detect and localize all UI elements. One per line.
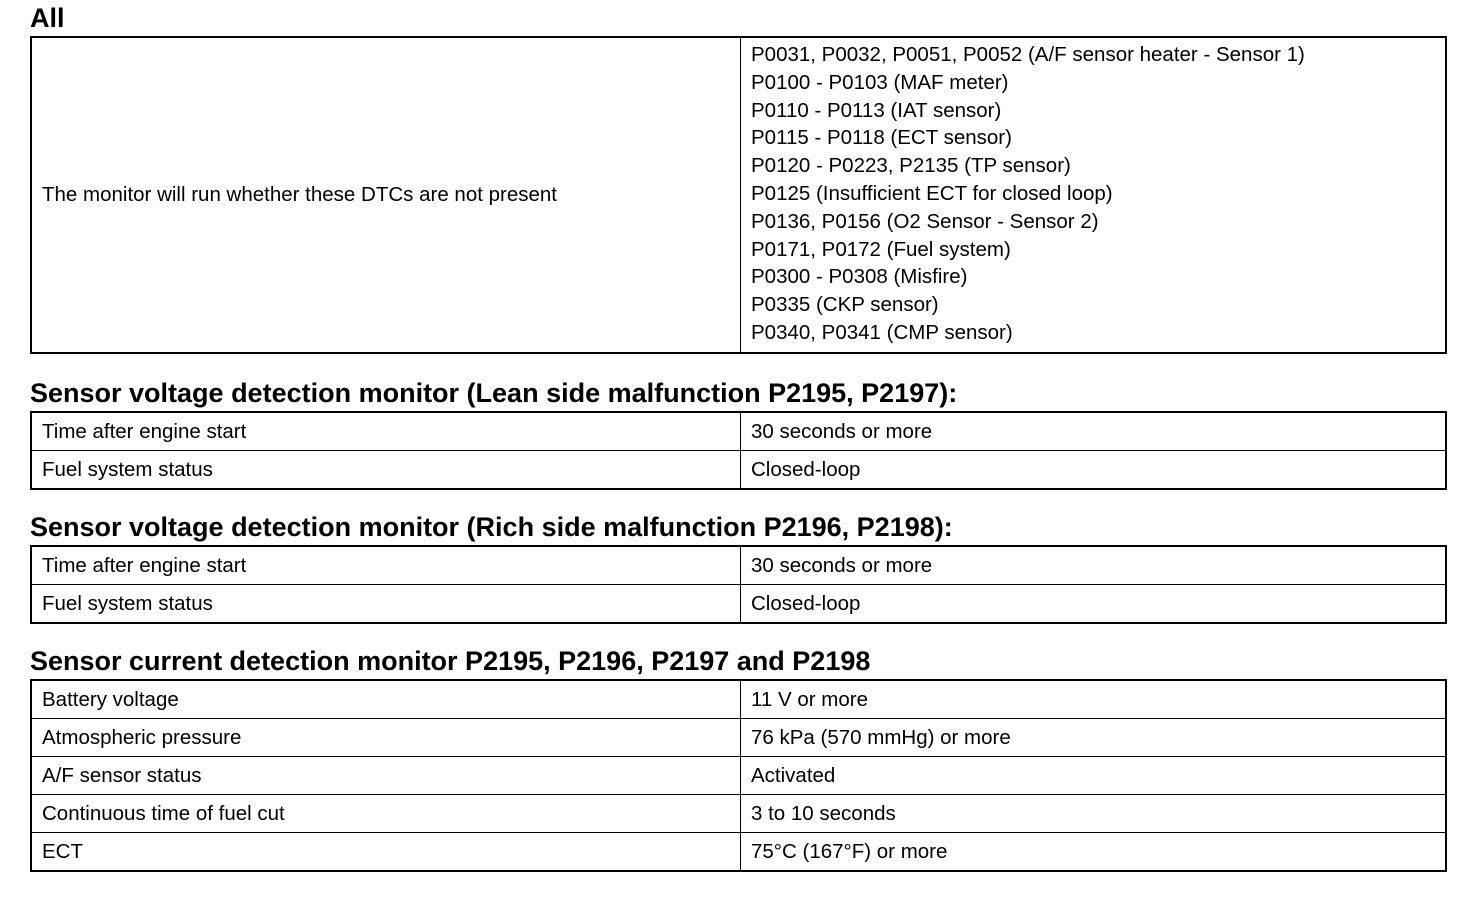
table-row — [31, 412, 1446, 451]
condition-label: Continuous time of fuel cut — [31, 794, 741, 832]
dtc-item: P0340, P0341 (CMP sensor) — [751, 320, 1013, 344]
condition-value: Activated — [741, 756, 1447, 794]
table-row — [31, 546, 1446, 585]
table-row — [31, 832, 1446, 871]
dtc-item: P0031, P0032, P0051, P0052 (A/F sensor heater - Sensor 1) — [751, 43, 1305, 66]
condition-label: A/F sensor status — [31, 756, 741, 794]
dtc-item: P0125 (Insufficient ECT for closed loop) — [751, 181, 1113, 205]
table-row — [31, 680, 1446, 719]
table-row — [31, 718, 1446, 756]
dtc-list-cell — [741, 37, 1447, 353]
section-title-lean: Sensor voltage detection monitor (Lean side malfunction P2195, P2197): — [30, 377, 958, 408]
table-current — [30, 679, 1447, 872]
dtc-item: P0100 - P0103 (MAF meter) — [751, 70, 1009, 94]
condition-label: Time after engine start — [31, 546, 741, 585]
condition-label: Time after engine start — [31, 412, 741, 451]
condition-value: 3 to 10 seconds — [741, 794, 1447, 832]
table-rich — [30, 545, 1447, 624]
condition-label: Atmospheric pressure — [31, 718, 741, 756]
table-row — [31, 37, 1446, 353]
dtc-item: P0110 - P0113 (IAT sensor) — [751, 98, 1002, 122]
condition-value: 75°C (167°F) or more — [741, 832, 1447, 871]
dtc-item: P0120 - P0223, P2135 (TP sensor) — [751, 154, 1071, 178]
table-lean — [30, 411, 1447, 490]
condition-value: Closed-loop — [741, 450, 1447, 489]
table-all — [30, 36, 1447, 354]
section-title-rich: Sensor voltage detection monitor (Rich side malfunction P2196, P2198): — [30, 511, 953, 542]
dtc-item: P0300 - P0308 (Misfire) — [751, 265, 968, 289]
condition-value: 30 seconds or more — [741, 412, 1447, 451]
condition-value: Closed-loop — [741, 584, 1447, 623]
dtc-item: P0335 (CKP sensor) — [751, 293, 939, 317]
table-row — [31, 794, 1446, 832]
condition-value: 11 V or more — [741, 680, 1447, 719]
condition-value: 76 kPa (570 mmHg) or more — [741, 718, 1447, 756]
table-row — [31, 450, 1446, 489]
condition-label: ECT — [31, 832, 741, 871]
condition-value: 30 seconds or more — [741, 546, 1447, 585]
section-title-current: Sensor current detection monitor P2195, P2196, P2197 and P2198 — [30, 645, 871, 676]
condition-label: Fuel system status — [31, 450, 741, 489]
table-row — [31, 756, 1446, 794]
condition-label: Battery voltage — [31, 680, 741, 719]
dtc-item: P0136, P0156 (O2 Sensor - Sensor 2) — [751, 209, 1099, 233]
document-page — [30, 0, 1447, 872]
condition-label: Fuel system status — [31, 584, 741, 623]
dtc-item: P0115 - P0118 (ECT sensor) — [751, 126, 1012, 150]
dtc-item: P0171, P0172 (Fuel system) — [751, 237, 1011, 261]
section-title-all: All — [30, 3, 65, 33]
table-row — [31, 584, 1446, 623]
condition-cell: The monitor will run whether these DTCs are not present — [31, 37, 741, 353]
